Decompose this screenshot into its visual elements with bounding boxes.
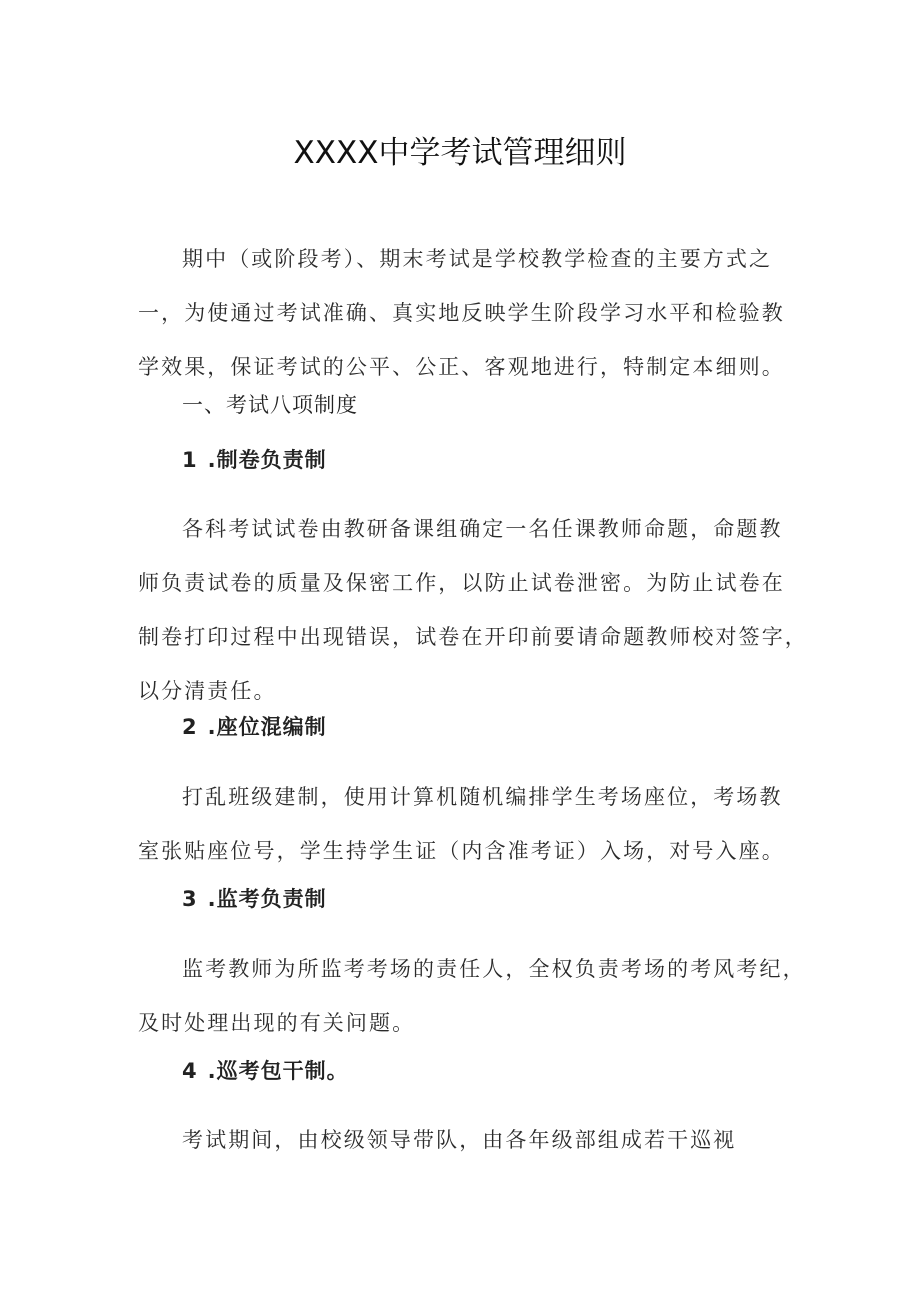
document-title: XXXX中学考试管理细则 [293, 135, 627, 171]
text-line: 打乱班级建制，使用计算机随机编排学生考场座位，考场教 [182, 785, 783, 809]
text-line: 制卷打印过程中出现错误，试卷在开印前要请命题教师校对签字， [138, 625, 808, 649]
item-number: 2 [182, 715, 198, 739]
item-paragraph-2 [138, 770, 798, 878]
text-line: 期中（或阶段考）、期末考试是学校教学检查的主要方式之 [182, 247, 773, 271]
item-title: .制卷负责制 [207, 448, 327, 472]
item-number: 4 [182, 1059, 198, 1083]
section-heading: 一、考试八项制度 [182, 393, 358, 417]
item-title: .巡考包干制。 [207, 1059, 349, 1083]
item-number: 3 [182, 887, 198, 911]
text-line: 学效果，保证考试的公平、公正、客观地进行，特制定本细则。 [138, 355, 785, 379]
text-line: 师负责试卷的质量及保密工作，以防止试卷泄密。为防止试卷在 [138, 571, 785, 595]
item-heading-1 [182, 445, 327, 475]
text-line: 监考教师为所监考考场的责任人，全权负责考场的考风考纪， [182, 957, 806, 981]
text-line: 考试期间，由校级领导带队，由各年级部组成若干巡视 [182, 1128, 737, 1152]
text-line: 室张贴座位号，学生持学生证（内含准考证）入场，对号入座。 [138, 839, 785, 863]
item-paragraph-3 [138, 942, 806, 1050]
text-line: 一，为使通过考试准确、真实地反映学生阶段学习水平和检验教 [138, 301, 785, 325]
text-line: 各科考试试卷由教研备课组确定一名任课教师命题，命题教 [182, 517, 783, 541]
item-title: .监考负责制 [207, 887, 327, 911]
item-paragraph-4 [138, 1113, 798, 1167]
text-line: 以分清责任。 [138, 679, 277, 703]
item-heading-2 [182, 712, 327, 742]
item-heading-4 [182, 1056, 349, 1086]
item-heading-3 [182, 884, 327, 914]
text-line: 及时处理出现的有关问题。 [138, 1011, 416, 1035]
intro-paragraph [138, 232, 798, 394]
item-paragraph-1 [138, 502, 808, 718]
item-number: 1 [182, 448, 198, 472]
item-title: .座位混编制 [207, 715, 327, 739]
